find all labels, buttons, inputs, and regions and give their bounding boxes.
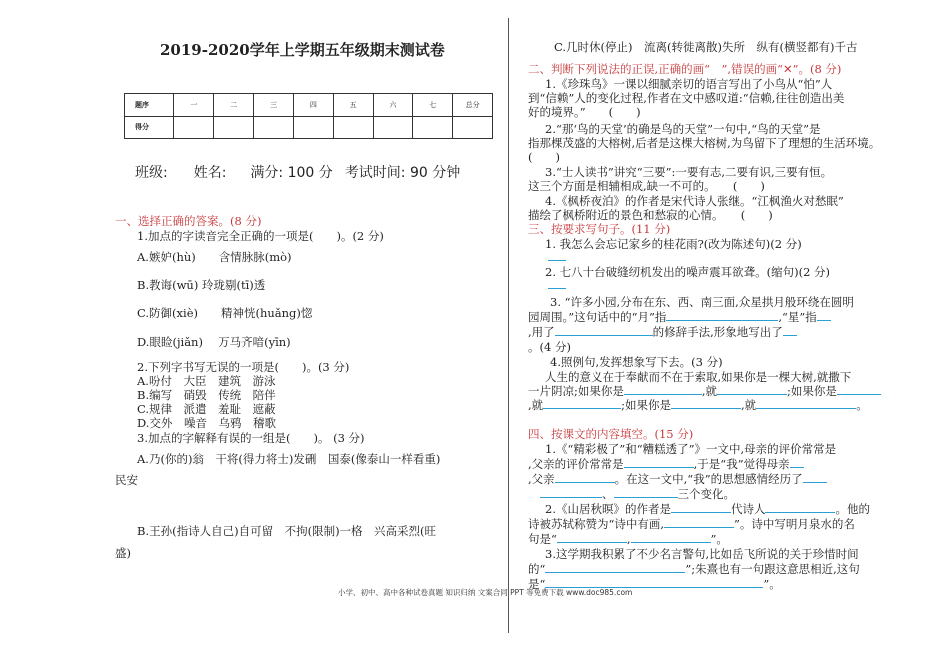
table-cell: 六 <box>373 94 413 117</box>
section-1-title: 一、选择正确的答案。(8 分) <box>115 214 262 228</box>
blank[interactable] <box>671 512 731 513</box>
table-cell: 四 <box>293 94 333 117</box>
blank[interactable] <box>664 527 734 528</box>
text-span: 。他的 <box>835 502 870 516</box>
fill-1-line-4 <box>528 487 735 501</box>
blank[interactable] <box>783 335 797 336</box>
blank[interactable] <box>717 394 787 395</box>
info-line <box>135 162 460 182</box>
blank[interactable] <box>624 467 694 468</box>
fill-3-line-2 <box>528 562 860 576</box>
question-2-option-d: D.交外 噪音 乌鸦 稽歌 <box>137 416 276 430</box>
judge-1-line-2: 到“信赖”人的变化过程,作者在文中感叹道:“信赖,往往创造出美 <box>528 91 845 105</box>
write-3: 3. “许多小园,分布在东、西、南三面,众星拱月般环绕在圆明 <box>550 295 854 309</box>
score-table-header-row <box>125 94 493 117</box>
write-1: 1. 我怎么会忘记家乡的桂花雨?(改为陈述句)(2 分) <box>545 237 802 251</box>
column-divider <box>508 18 509 633</box>
text-span: ,父亲 <box>528 472 555 486</box>
text-span: ,就 <box>701 384 718 398</box>
table-cell: 五 <box>333 94 373 117</box>
judge-2-line-2: 指那棵茂盛的大榕树,后者是这棵大榕树,为鸟留下了理想的生活环境。 <box>528 136 881 150</box>
text-span: 一片阴凉;如果你是 <box>528 384 624 398</box>
judge-1: 1.《珍珠鸟》一课以细腻亲切的语言写出了小鸟从“怕”人 <box>545 77 833 91</box>
blank[interactable] <box>624 394 702 395</box>
text-span: ;如果你是 <box>621 398 672 412</box>
text-span: ”。 <box>763 577 781 591</box>
text-span: ”。诗中写明月泉水的名 <box>734 517 855 531</box>
blank[interactable] <box>837 394 881 395</box>
fill-3: 3.这学期我积累了不少名言警句,比如岳飞所说的关于珍惜时间 <box>545 547 859 561</box>
judge-1-line-3: 好的境界。” ( ) <box>528 105 641 119</box>
question-2-option-c: C.规律 派遣 羞耻 遮蔽 <box>137 402 276 416</box>
answer-line[interactable] <box>548 288 566 289</box>
blank[interactable] <box>557 542 627 543</box>
score-table-score-row <box>125 116 493 139</box>
question-1: 1.加点的字读音完全正确的一项是( )。(2 分) <box>137 229 384 243</box>
name-label: 姓名: <box>193 165 227 181</box>
text-span: 、 <box>602 487 614 501</box>
page-title: 2019-2020学年上学期五年级期末测试卷 <box>160 41 445 59</box>
text-span: 诗被苏轼称赞为“诗中有画, <box>528 517 665 531</box>
text-span: ;如果你是 <box>787 384 837 398</box>
write-4: 4.照例句,发挥想象写下去。(3 分) <box>550 355 723 369</box>
text-span: 园周围。”这句话中的“月”指 <box>528 310 667 324</box>
text-span: ”。 <box>710 532 728 546</box>
fill-2-line-2 <box>528 517 855 531</box>
table-cell <box>373 116 413 139</box>
table-cell: 二 <box>214 94 254 117</box>
blank[interactable] <box>671 408 741 409</box>
question-1-option-a: A.嫉妒(hù) 含情脉脉(mò) <box>137 250 292 264</box>
table-cell <box>413 116 453 139</box>
judge-4-line-2: 描绘了枫桥附近的景色和愁寂的心情。 ( ) <box>528 208 773 222</box>
question-3-option-b-cont: 盛) <box>115 546 131 560</box>
table-cell: 得分 <box>125 116 174 139</box>
blank[interactable] <box>756 408 856 409</box>
text-span: ”;朱熹也有一句跟这意思相近,这句 <box>685 562 860 576</box>
table-cell <box>293 116 333 139</box>
write-4-line-3 <box>528 398 868 412</box>
blank[interactable] <box>540 497 602 498</box>
table-cell: 总分 <box>453 94 493 117</box>
text-span: ,就 <box>528 398 544 412</box>
fill-1: 1.《“精彩极了”和“糟糕透了”》一文中,母亲的评价常常是 <box>545 442 837 456</box>
page-footer: 小学、初中、高中各种试卷真题 知识归纳 文案合同 PPT 等免费下载 www.doc985.com <box>338 588 633 597</box>
write-4-line-1: 人生的意义在于奉献而不在于索取,如果你是一棵大树,就撒下 <box>545 370 852 384</box>
text-span: 代诗人 <box>730 502 766 516</box>
question-2: 2.下列字书写无误的一项是( )。(3 分) <box>137 360 350 374</box>
section-2-title: 二、判断下列说法的正误,正确的画“ ”,错误的画“✕”。(8 分) <box>528 62 842 76</box>
blank[interactable] <box>555 335 653 336</box>
judge-3: 3.“士人读书”讲究“三要”:一要有志,二要有识,三要有恒。 <box>545 165 833 179</box>
question-2-option-a: A.吩付 大臣 建筑 游泳 <box>137 374 276 388</box>
full-score: 满分: 100 分 <box>250 165 333 181</box>
table-cell <box>333 116 373 139</box>
section-3-title: 三、按要求写句子。(11 分) <box>528 222 671 236</box>
table-cell: 一 <box>174 94 214 117</box>
text-span: , <box>626 532 631 546</box>
question-1-option-b: B.教诲(wū) 玲珑剔(tī)透 <box>137 278 266 292</box>
blank[interactable] <box>543 408 621 409</box>
judge-3-line-2: 这三个方面是相辅相成,缺一不可的。 ( ) <box>528 179 765 193</box>
fill-1-line-3 <box>528 472 827 486</box>
table-cell: 七 <box>413 94 453 117</box>
table-cell: 三 <box>254 94 294 117</box>
score-table <box>124 93 493 139</box>
question-3-option-c: C.几时休(停止) 流离(转徙离散)失所 纵有(横竖都有)千古 <box>554 40 858 54</box>
text-span: 句是“ <box>528 532 557 546</box>
table-cell <box>453 116 493 139</box>
judge-2: 2.“那‘鸟的天堂’的确是鸟的天堂”一句中,“鸟的天堂”是 <box>545 122 821 136</box>
question-3-option-a: A.乃(你的)翁 干将(得力将士)发硎 国泰(像泰山一样看重) <box>137 452 441 466</box>
blank[interactable] <box>803 482 827 483</box>
question-1-option-d: D.眼睑(jiǎn) 万马齐喑(yīn) <box>137 335 291 349</box>
text-span: ,父亲的评价常常是 <box>528 457 624 471</box>
text-span: 的“ <box>528 562 546 576</box>
text-span: 。 <box>856 398 868 412</box>
fill-2-line-3 <box>528 532 728 546</box>
question-1-option-c: C.防御(xiè) 精神恍(huǎng)惚 <box>137 306 313 320</box>
blank[interactable] <box>614 497 678 498</box>
text-span: 2.《山居秋暝》的作者是 <box>545 502 671 516</box>
text-span: 的修辞手法,形象地写出了 <box>652 325 783 339</box>
blank[interactable] <box>790 467 804 468</box>
blank[interactable] <box>631 542 711 543</box>
judge-2-line-3: ( ) <box>528 150 560 164</box>
text-span: ,于是“我”觉得母亲 <box>693 457 790 471</box>
text-span: 。在这一文中,“我”的思想感情经历了 <box>614 472 803 486</box>
class-label: 班级: <box>135 165 168 181</box>
judge-4: 4.《枫桥夜泊》的作者是宋代诗人张继。“江枫渔火对愁眠” <box>545 194 844 208</box>
write-3-line-4: 。(4 分) <box>528 340 571 354</box>
exam-time: 考试时间: 90 分钟 <box>344 165 461 181</box>
table-cell <box>174 116 214 139</box>
fill-2 <box>545 502 870 516</box>
blank[interactable] <box>555 482 615 483</box>
text-span: ,就 <box>741 398 757 412</box>
question-3-option-b: B.王孙(指诗人自己)自可留 不拘(限制)一格 兴高采烈(旺 <box>137 524 437 538</box>
blank[interactable] <box>666 320 778 321</box>
text-span: 三个变化。 <box>677 487 735 501</box>
answer-line[interactable] <box>548 260 566 261</box>
table-cell: 题序 <box>125 94 174 117</box>
write-3-line-3 <box>528 325 797 339</box>
text-span: 是“ <box>528 577 546 591</box>
blank[interactable] <box>817 320 831 321</box>
question-3: 3.加点的字解释有误的一组是( )。 (3 分) <box>137 431 365 445</box>
write-4-line-2 <box>528 384 881 398</box>
question-2-option-b: B.编写 硝毁 传统 陪伴 <box>137 388 276 402</box>
write-2: 2. 七八十台破缝纫机发出的噪声震耳欲聋。(缩句)(2 分) <box>545 265 831 279</box>
blank[interactable] <box>765 512 835 513</box>
section-4-title: 四、按课文的内容填空。(15 分) <box>528 427 694 441</box>
write-3-line-2 <box>528 310 831 324</box>
table-cell <box>214 116 254 139</box>
table-cell <box>254 116 294 139</box>
text-span: ,用了 <box>528 325 555 339</box>
text-span: ,“星”指 <box>778 310 817 324</box>
question-3-option-a-cont: 民安 <box>115 473 138 487</box>
blank[interactable] <box>545 572 685 573</box>
fill-1-line-2 <box>528 457 804 471</box>
